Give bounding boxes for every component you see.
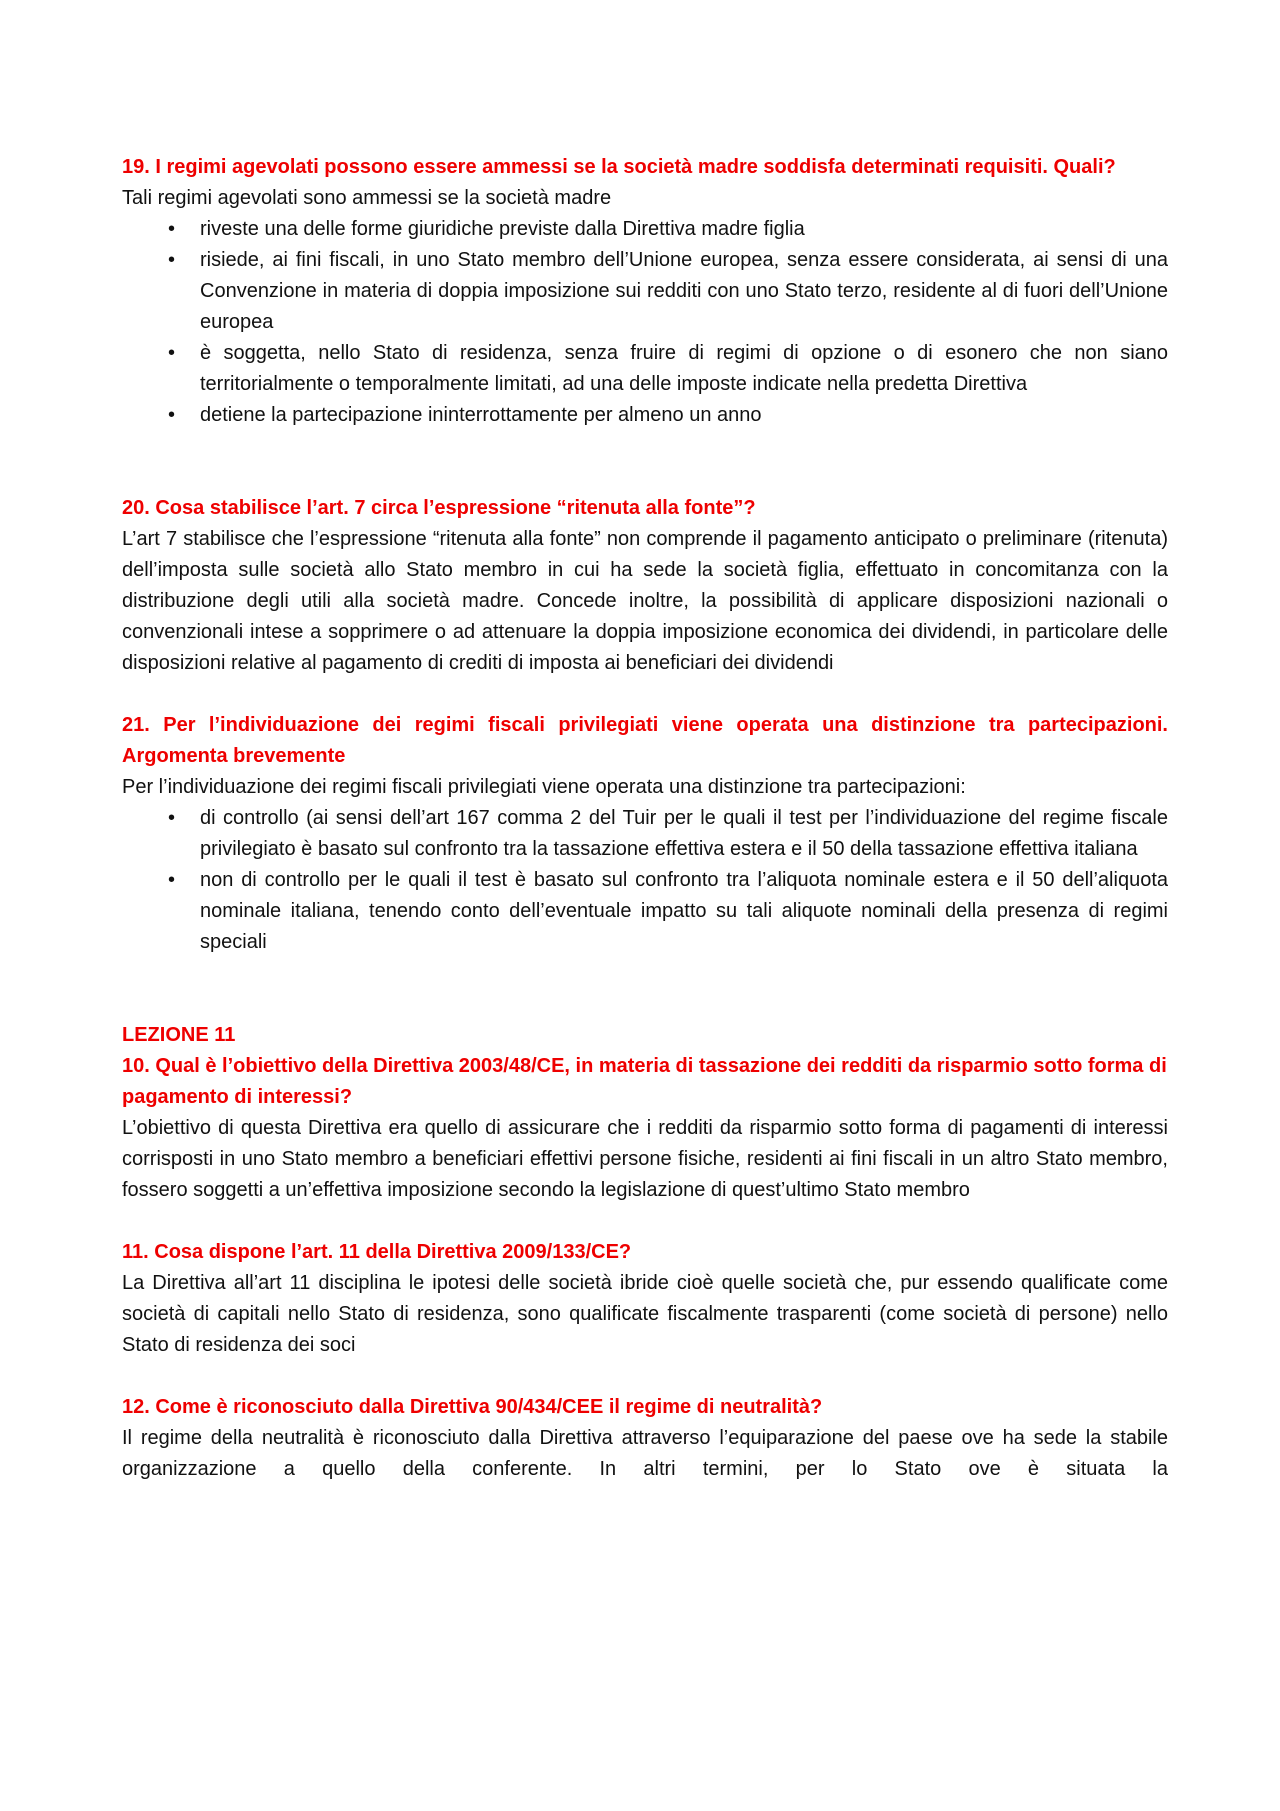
question-20-section xyxy=(122,493,1168,679)
bullet-icon: • xyxy=(168,249,176,271)
answer-paragraph: La Direttiva all’art 11 disciplina le ipotesi delle società ibride cioè quelle società che, pur essendo qualificate come società di capitali nello Stato di residenza, sono qualificate fiscalmente trasparenti (come società di persone) nello Stato di residenza dei soci xyxy=(122,1272,1168,1356)
answer-paragraph: L’obiettivo di questa Direttiva era quello di assicurare che i redditi da risparmio sotto forma di pagamenti di interessi corrisposti in uno Stato membro a beneficiari effettivi persone fisiche, residenti ai fini fiscali in un altro Stato membro, fossero soggetti a un’effettiva imposizione secondo la legislazione di quest’ultimo Stato membro xyxy=(122,1117,1168,1201)
question-heading: 10. Qual è l’obiettivo della Direttiva 2003/48/CE, in materia di tassazione dei redditi da risparmio sotto forma di pagamento di interessi? xyxy=(122,1055,1167,1108)
spacer xyxy=(122,1361,1168,1392)
question-21-section xyxy=(122,710,1168,958)
question-11-section xyxy=(122,1237,1168,1361)
bullet-icon: • xyxy=(168,404,176,426)
participation-types-list xyxy=(122,803,1168,958)
spacer xyxy=(122,431,1168,493)
spacer xyxy=(122,679,1168,710)
list-item: • detiene la partecipazione ininterrottamente per almeno un anno xyxy=(122,400,1168,431)
question-heading: 12. Come è riconosciuto dalla Direttiva 90/434/CEE il regime di neutralità? xyxy=(122,1396,823,1418)
list-item: • non di controllo per le quali il test è basato sul confronto tra l’aliquota nominale estera e il 50 dell’aliquota nominale italiana, tenendo conto dell’eventuale impatto su tali aliquote nominali della presenza di regimi speciali xyxy=(122,865,1168,958)
bullet-icon: • xyxy=(168,869,176,891)
question-heading: 21. Per l’individuazione dei regimi fiscali privilegiati viene operata una distinzione tra partecipazioni. Argomenta brevemente xyxy=(122,714,1168,767)
spacer xyxy=(122,1206,1168,1237)
bullet-icon: • xyxy=(168,218,176,240)
answer-paragraph: Il regime della neutralità è riconosciuto dalla Direttiva attraverso l’equiparazione del paese ove ha sede la stabile organizzazione a quello della conferente. In altri termini, per lo Stato ove è situata la xyxy=(122,1427,1168,1480)
answer-intro: Per l’individuazione dei regimi fiscali privilegiati viene operata una distinzione tra partecipazioni: xyxy=(122,776,966,798)
spacer xyxy=(122,958,1168,1020)
requirements-list xyxy=(122,214,1168,431)
document-page xyxy=(122,152,1168,1485)
list-item: • di controllo (ai sensi dell’art 167 comma 2 del Tuir per le quali il test per l’individuazione del regime fiscale privilegiato è basato sul confronto tra la tassazione effettiva estera e il 50 della tassazione effettiva italiana xyxy=(122,803,1168,865)
question-10-section xyxy=(122,1051,1168,1206)
question-heading: 19. I regimi agevolati possono essere ammessi se la società madre soddisfa determinati requisiti. Quali? xyxy=(122,156,1116,178)
list-item: • riveste una delle forme giuridiche previste dalla Direttiva madre figlia xyxy=(122,214,1168,245)
question-12-section xyxy=(122,1392,1168,1485)
bullet-icon: • xyxy=(168,342,176,364)
answer-intro: Tali regimi agevolati sono ammessi se la società madre xyxy=(122,187,612,209)
list-item: • risiede, ai fini fiscali, in uno Stato membro dell’Unione europea, senza essere considerata, ai sensi di una Convenzione in materia di doppia imposizione sui redditi con uno Stato terzo, residente al di fuori dell’Unione europea xyxy=(122,245,1168,338)
question-heading: 20. Cosa stabilisce l’art. 7 circa l’espressione “ritenuta alla fonte”? xyxy=(122,497,756,519)
question-heading: 11. Cosa dispone l’art. 11 della Direttiva 2009/133/CE? xyxy=(122,1241,632,1263)
answer-paragraph: L’art 7 stabilisce che l’espressione “ritenuta alla fonte” non comprende il pagamento anticipato o preliminare (ritenuta) dell’imposta sulle società allo Stato membro in cui ha sede la società figlia, effettuato in concomitanza con la distribuzione degli utili alla società madre. Concede inoltre, la possibilità di applicare disposizioni nazionali o convenzionali intese a sopprimere o ad attenuare la doppia imposizione economica dei dividendi, in particolare delle disposizioni relative al pagamento di crediti di imposta ai beneficiari dei dividendi xyxy=(122,528,1168,674)
list-item: • è soggetta, nello Stato di residenza, senza fruire di regimi di opzione o di esonero che non siano territorialmente o temporalmente limitati, ad una delle imposte indicate nella predetta Direttiva xyxy=(122,338,1168,400)
lesson-heading: LEZIONE 11 xyxy=(122,1024,236,1046)
bullet-icon: • xyxy=(168,807,176,829)
question-19-section xyxy=(122,152,1168,431)
